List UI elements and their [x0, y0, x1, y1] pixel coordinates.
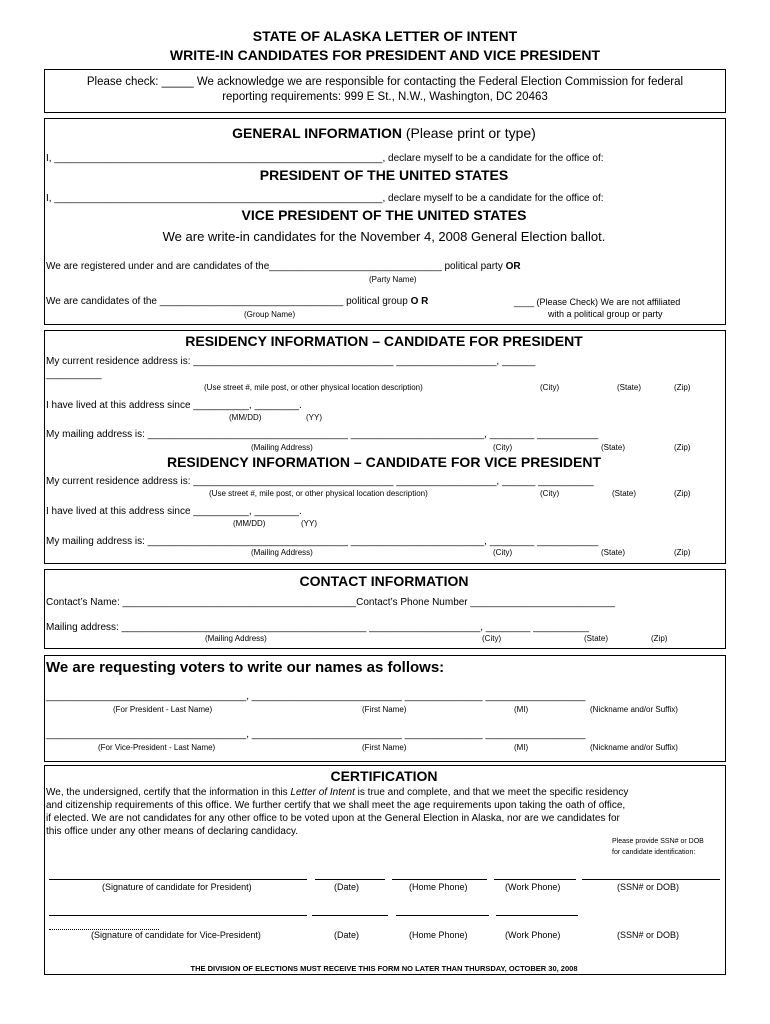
caption-nickname: (Nickname and/or Suffix)	[590, 743, 678, 752]
caption-yy: (YY)	[301, 519, 317, 528]
caption-work-phone: (Work Phone)	[505, 882, 561, 892]
caption-state: (State)	[601, 548, 626, 557]
form-subtitle: WRITE-IN CANDIDATES FOR PRESIDENT AND VICE PRESIDENT	[169, 47, 601, 63]
caption-city: (City)	[493, 443, 513, 452]
vp-work-phone-line[interactable]	[496, 915, 578, 916]
president-home-phone-line[interactable]	[392, 879, 487, 880]
residency-vp-title: RESIDENCY INFORMATION – CANDIDATE FOR VICE PRESIDENT	[166, 454, 602, 470]
president-name-field[interactable]: ____________________________________, ___________________________ ______________ __________________	[46, 691, 586, 702]
caption-home-phone: (Home Phone)	[409, 930, 468, 940]
certification-title: CERTIFICATION	[330, 768, 438, 784]
caption-state: (State)	[612, 489, 637, 498]
caption-mmdd: (MM/DD)	[229, 413, 262, 422]
caption-state: (State)	[584, 634, 609, 643]
vp-name-field[interactable]: ____________________________________, ___________________________ ______________ __________________	[46, 729, 586, 740]
caption-yy: (YY)	[306, 413, 322, 422]
ssn-note-1: Please provide SSN# or DOB	[612, 838, 704, 845]
contact-title: CONTACT INFORMATION	[299, 573, 469, 589]
ballot-statement: We are write-in candidates for the November 4, 2008 General Election ballot.	[162, 229, 606, 244]
caption-president-last: (For President - Last Name)	[113, 705, 213, 714]
caption-signature-president: (Signature of candidate for President)	[102, 882, 252, 892]
caption-signature-vp: (Signature of candidate for Vice-President)	[91, 930, 261, 940]
caption-date: (Date)	[334, 882, 360, 892]
caption-mi: (MI)	[514, 743, 529, 752]
deadline-footer: THE DIVISION OF ELECTIONS MUST RECEIVE THIS FORM NO LATER THAN THURSDAY, OCTOBER 30, 2008	[190, 964, 578, 973]
fec-ack-line-1[interactable]: Please check: _____ We acknowledge we are responsible for contacting the Federal Election Commission for federal	[86, 76, 684, 88]
caption-mailing: (Mailing Address)	[251, 548, 313, 557]
caption-zip: (Zip)	[674, 548, 691, 557]
vp-lived-since-field[interactable]: I have lived at this address since __________, ________.	[46, 506, 302, 517]
vp-home-phone-line[interactable]	[396, 915, 489, 916]
caption-city: (City)	[540, 489, 560, 498]
group-name-caption: (Group Name)	[244, 310, 296, 319]
party-name-field[interactable]: We are registered under and are candidates of the_______________________________ political party OR	[46, 261, 521, 272]
caption-zip: (Zip)	[674, 443, 691, 452]
president-declare-field[interactable]: I, ___________________________________________________________, declare myself to be a candidate for the office of:	[46, 153, 604, 164]
president-date-line[interactable]	[315, 879, 385, 880]
contact-mailing-field[interactable]: Mailing address: ____________________________________________ ____________________, ________ __________	[46, 622, 589, 633]
caption-zip: (Zip)	[651, 634, 668, 643]
ssn-note-2: for candidate identification:	[612, 849, 696, 856]
president-residence-zip-continued[interactable]: __________	[46, 369, 102, 380]
caption-mailing: (Mailing Address)	[205, 634, 267, 643]
caption-nickname: (Nickname and/or Suffix)	[590, 705, 678, 714]
vp-mailing-field[interactable]: My mailing address is: ____________________________________ ________________________, ________ ___________	[46, 536, 599, 547]
write-in-names-title: We are requesting voters to write our names as follows:	[46, 659, 445, 676]
group-name-field[interactable]: We are candidates of the _________________________________ political group O R	[46, 296, 429, 307]
residency-president-title: RESIDENCY INFORMATION – CANDIDATE FOR PRESIDENT	[185, 333, 583, 349]
not-affiliated-caption: with a political group or party	[548, 309, 663, 319]
vp-signature-line[interactable]	[49, 915, 307, 916]
caption-zip: (Zip)	[674, 383, 691, 392]
caption-first-name: (First Name)	[362, 705, 407, 714]
president-mailing-field[interactable]: My mailing address is: ____________________________________ ________________________, ________ ___________	[46, 429, 599, 440]
certification-text: We, the undersigned, certify that the information in this Letter of Intent is true and complete, and that we meet the specific residency and citizenship requirements of this office. We further certify that we shall meet the age requirements upon taking the oath of office, if elected. We are not candidates for any other office to be voted upon at the General Election in Alaska, nor are we candidates for this office under any other means of declaring candidacy.	[46, 787, 629, 837]
caption-date: (Date)	[334, 930, 360, 940]
caption-first-name: (First Name)	[362, 743, 407, 752]
vp-declare-field[interactable]: I, ___________________________________________________________, declare myself to be a candidate for the office of:	[46, 193, 604, 204]
caption-street: (Use street #, mile post, or other physical location description)	[209, 489, 428, 498]
caption-zip: (Zip)	[674, 489, 691, 498]
fec-acknowledgement-box	[44, 69, 726, 113]
contact-name-phone-field[interactable]: Contact’s Name: __________________________________________Contact’s Phone Number __________________________	[46, 597, 616, 608]
president-residence-field[interactable]: My current residence address is: ____________________________________ __________________, ______	[46, 356, 536, 367]
caption-city: (City)	[493, 548, 513, 557]
fec-ack-line-2: reporting requirements: 999 E St., N.W., Washington, DC 20463	[222, 91, 548, 103]
caption-mailing: (Mailing Address)	[251, 443, 313, 452]
president-lived-since-field[interactable]: I have lived at this address since __________, ________.	[46, 400, 302, 411]
caption-state: (State)	[617, 383, 642, 392]
office-vice-president: VICE PRESIDENT OF THE UNITED STATES	[241, 207, 527, 223]
office-president: PRESIDENT OF THE UNITED STATES	[259, 167, 509, 183]
caption-city: (City)	[540, 383, 560, 392]
party-name-caption: (Party Name)	[369, 275, 417, 284]
president-signature-line[interactable]	[49, 879, 307, 880]
caption-state: (State)	[601, 443, 626, 452]
caption-vp-last: (For Vice-President - Last Name)	[98, 743, 216, 752]
caption-mi: (MI)	[514, 705, 529, 714]
form-title: STATE OF ALASKA LETTER OF INTENT	[252, 28, 518, 44]
caption-work-phone: (Work Phone)	[505, 930, 561, 940]
caption-ssn: (SSN# or DOB)	[617, 882, 680, 892]
caption-street: (Use street #, mile post, or other physical location description)	[204, 383, 423, 392]
president-ssn-line[interactable]	[582, 879, 720, 880]
president-work-phone-line[interactable]	[494, 879, 576, 880]
caption-ssn: (SSN# or DOB)	[617, 930, 680, 940]
general-information-title: GENERAL INFORMATION (Please print or type)	[232, 125, 536, 141]
caption-city: (City)	[482, 634, 502, 643]
caption-home-phone: (Home Phone)	[409, 882, 468, 892]
caption-mmdd: (MM/DD)	[233, 519, 266, 528]
vp-date-line[interactable]	[312, 915, 388, 916]
vp-residence-field[interactable]: My current residence address is: ____________________________________ __________________, ______ __________	[46, 476, 594, 487]
not-affiliated-checkbox[interactable]: ____ (Please Check) We are not affiliated	[514, 297, 681, 307]
